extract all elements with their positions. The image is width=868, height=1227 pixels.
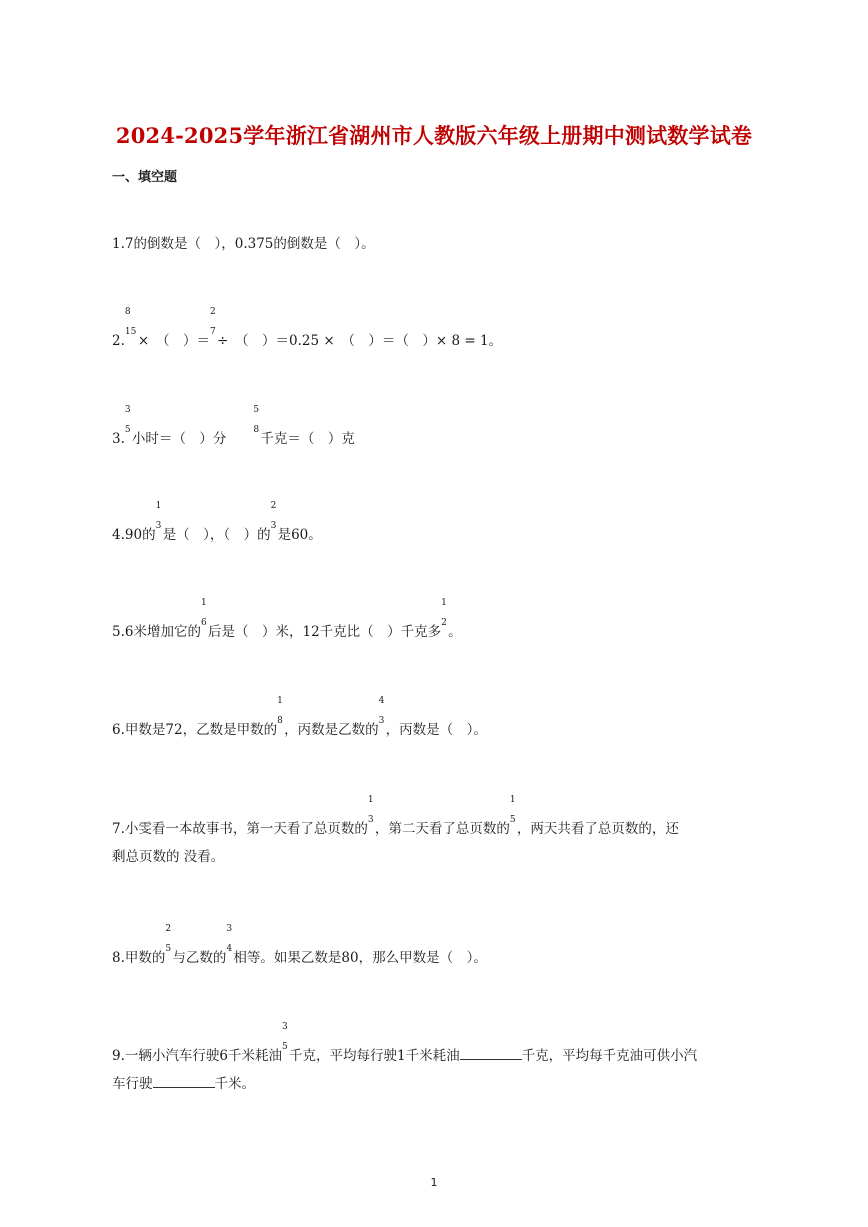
fraction: 4 3 <box>378 696 385 726</box>
fraction: 1 3 <box>155 501 162 531</box>
question-7: 7.小雯看一本故事书，第一天看了总页数的 1 3 ，第二天看了总页数的 1 5 ，两天共看了总页数的，还 剩总页数的 没看。 <box>112 795 679 865</box>
fraction: 1 5 <box>509 795 516 825</box>
fraction: 2 7 <box>209 307 216 337</box>
question-5: 5.6米增加它的 1 6 后是（ ）米，12千克比（ ）千克多 1 2 。 <box>112 598 462 640</box>
fraction: 5 8 <box>253 405 260 435</box>
section-heading: 一、填空题 <box>112 170 178 185</box>
fraction: 2 5 <box>165 924 172 954</box>
page-number: 1 <box>430 1176 438 1189</box>
fraction: 1 3 <box>367 795 374 825</box>
question-1: 1.7的倒数是（ ），0.375的倒数是（ ）。 <box>112 236 375 252</box>
question-8: 8.甲数的 2 5 与乙数的 3 4 相等。如果乙数是80，那么甲数是（ ）。 <box>112 924 487 966</box>
fraction: 1 6 <box>200 598 207 628</box>
page-title: 2024-2025学年浙江省湖州市人教版六年级上册期中测试数学试卷 <box>115 123 753 148</box>
answer-blank[interactable] <box>460 1045 522 1060</box>
fraction: 3 4 <box>226 924 233 954</box>
answer-blank[interactable] <box>153 1073 215 1088</box>
question-6: 6.甲数是72，乙数是甲数的 1 8 ，丙数是乙数的 4 3 ，丙数是（ ）。 <box>112 696 487 738</box>
question-3: 3. 3 5 小时＝（ ）分 5 8 千克＝（ ）克 <box>112 405 355 447</box>
question-9: 9.一辆小汽车行驶6千米耗油 3 5 千克，平均每行驶1千米耗油 千克，平均每千克油可供小汽 车行驶 千米。 <box>112 1022 698 1092</box>
question-4: 4.90的 1 3 是（ ），（ ）的 2 3 是60。 <box>112 501 322 543</box>
question-2: 2. 8 15 × （ ）＝ 2 7 ÷ （ ）＝0.25 × （ ）＝（ ）× 8 = 1。 <box>112 307 503 349</box>
fraction: 2 3 <box>270 501 277 531</box>
fraction: 1 8 <box>277 696 283 726</box>
fraction: 1 2 <box>441 598 447 628</box>
fraction: 8 15 <box>124 307 137 337</box>
fraction: 3 5 <box>124 405 131 435</box>
fraction: 3 5 <box>281 1022 288 1052</box>
